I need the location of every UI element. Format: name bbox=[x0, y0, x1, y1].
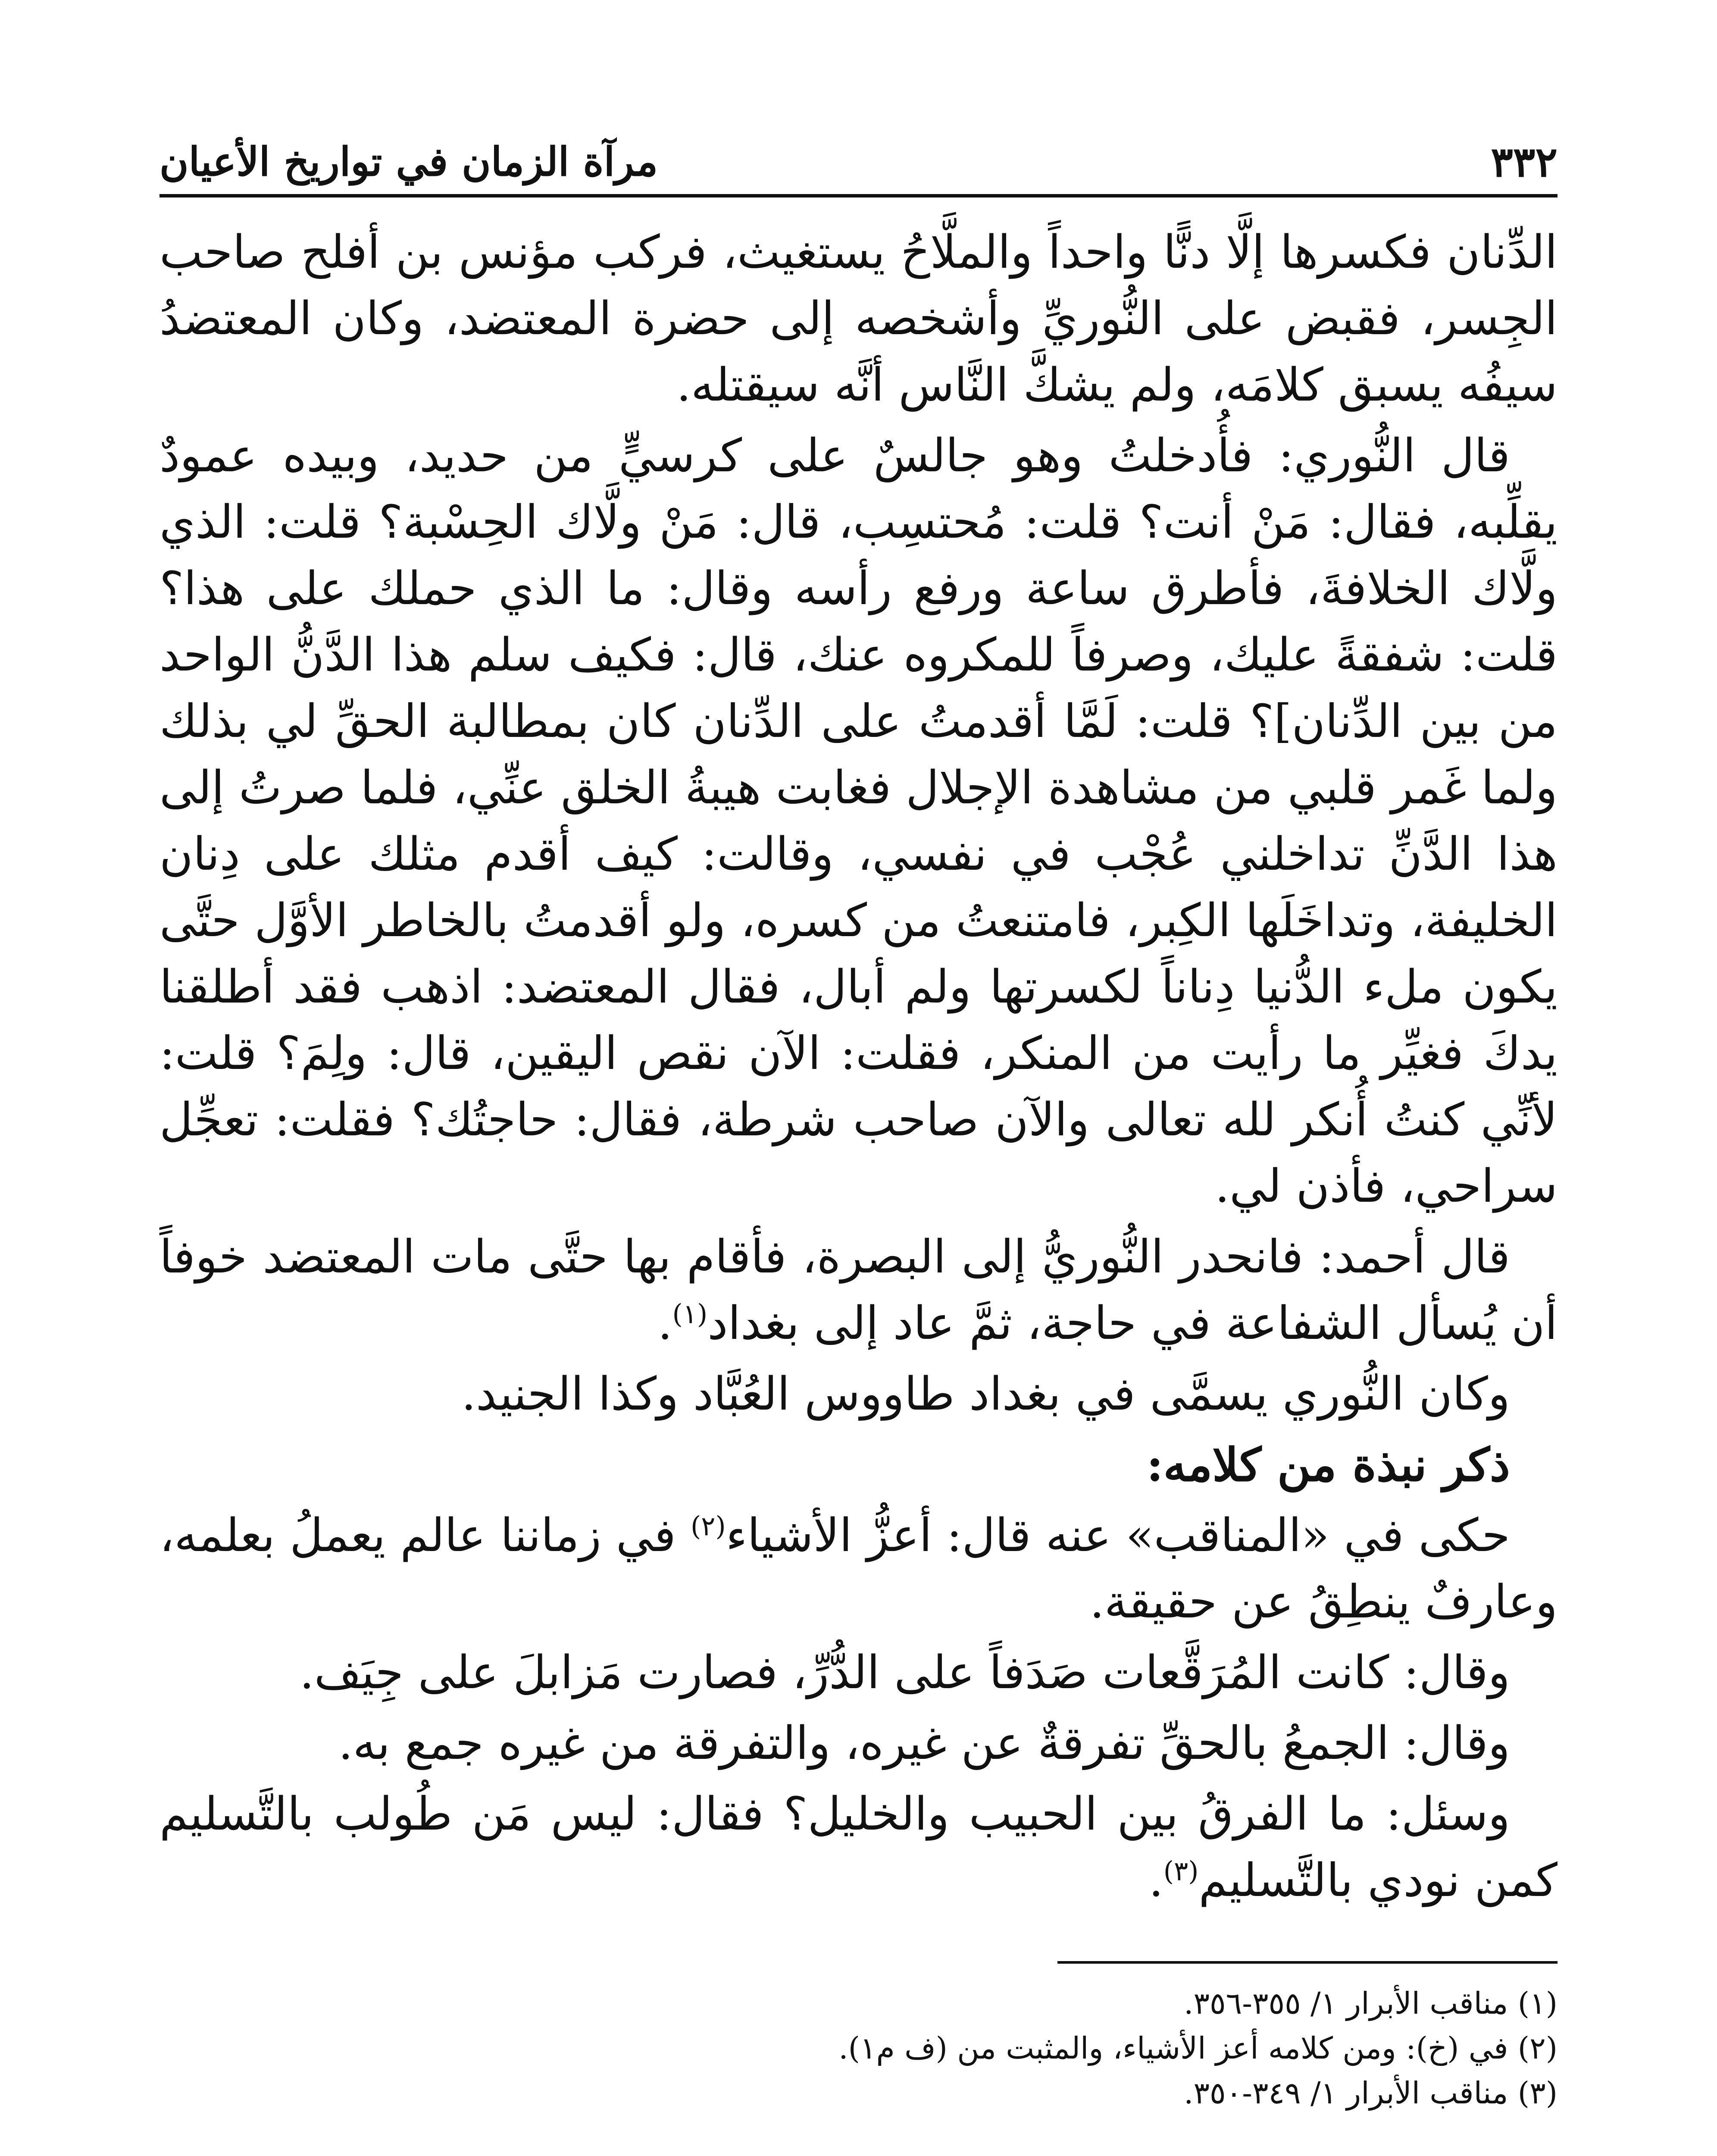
page-header bbox=[160, 129, 1557, 197]
paragraph: وقال: كانت المُرَقَّعات صَدَفاً على الدُّرِّ، فصارت مَزابلَ على جِيَف. bbox=[300, 1646, 1510, 1699]
paragraph: الدِّنان فكسرها إلَّا دنًّا واحداً والملَّاحُ يستغيث، فركب مؤنس بن أفلح صاحب الجِسر، فقبض على النُّوريِّ وأشخصه إلى حضرة المعتضد، وكان المعتضدُ سيفُه يسبق كلامَه، ولم يشكَّ النَّاس أنَّه سيقتله. bbox=[160, 226, 1557, 411]
footnote: (٢) في (خ): ومن كلامه أعز الأشياء، والمثبت من (ف م١). bbox=[838, 2031, 1557, 2066]
paragraph-end: . bbox=[657, 1297, 672, 1350]
footnote-divider bbox=[1057, 1961, 1557, 1964]
paragraph: وكان النُّوري يسمَّى في بغداد طاووس العُبَّاد وكذا الجنيد. bbox=[461, 1367, 1510, 1420]
section-heading: ذكر نبذة من كلامه: bbox=[1146, 1438, 1510, 1492]
paragraph-text: قال أحمد: فانحدر النُّوريُّ إلى البصرة، فأقام بها حتَّى مات المعتضد خوفاً أن يُسأل الشفاعة في حاجة، ثمَّ عاد إلى بغداد bbox=[160, 1230, 1557, 1350]
main-text bbox=[160, 219, 1557, 1914]
paragraph-end: . bbox=[1149, 1854, 1163, 1907]
page-number: ٣٣٢ bbox=[1491, 137, 1557, 186]
footnote-ref: (٢) bbox=[690, 1510, 726, 1542]
footnote-ref: (١) bbox=[672, 1298, 708, 1330]
paragraph-text: حكى في «المناقب» عنه قال: أعزُّ الأشياء bbox=[726, 1509, 1510, 1562]
paragraph: قال النُّوري: فأُدخلتُ وهو جالسٌ على كرسيٍّ من حديد، وبيده عمودٌ يقلِّبه، فقال: مَنْ أنت؟ قلت: مُحتسِب، قال: مَنْ ولَّاك الحِسْبة؟ قلت: الذي ولَّاك الخلافةَ، فأطرق ساعة ورفع رأسه وقال: ما الذي حملك على هذا؟ قلت: شفقةً عليك، وصرفاً للمكروه عنك، قال: فكيف سلم هذا الدَّنُّ الواحد من بين الدِّنان]؟ قلت: لَمَّا أقدمتُ على الدِّنان كان بمطالبة الحقِّ لي بذلك ولما غَمر قلبي من مشاهدة الإجلال فغابت هيبةُ الخلق عنِّي، فلما صرتُ إلى هذا الدَّنِّ تداخلني عُجْب في نفسي، وقالت: كيف أقدم مثلك على دِنان الخليفة، وتداخَلَها الكِبر، فامتنعتُ من كسره، ولو أقدمتُ بالخاطر الأوَّل حتَّى يكون ملء الدُّنيا دِناناً لكسرتها ولم أبال، فقال المعتضد: اذهب فقد أطلقنا يدكَ فغيِّر ما رأيت من المنكر، فقلت: الآن نقص اليقين، قال: ولِمَ؟ قلت: لأنِّي كنتُ أُنكر لله تعالى والآن صاحب شرطة، فقال: حاجتُك؟ فقلت: تعجِّل سراحي، فأذن لي. bbox=[160, 429, 1557, 1213]
paragraph bbox=[160, 1781, 1557, 1914]
paragraph-text: وسئل: ما الفرقُ بين الحبيب والخليل؟ فقال: ليس مَن طُولب بالتَّسليم كمن نودي بالتَّسليم bbox=[160, 1787, 1557, 1907]
paragraph: وقال: الجمعُ بالحقِّ تفرقةٌ عن غيره، والتفرقة من غيره جمع به. bbox=[338, 1717, 1510, 1770]
running-title: مرآة الزمان في تواريخ الأعيان bbox=[160, 138, 658, 185]
footnotes bbox=[160, 1981, 1557, 2115]
paragraph-text: في زماننا عالم يعملُ بعلمه، وعارفٌ ينطِقُ عن حقيقة. bbox=[160, 1509, 1557, 1628]
paragraph bbox=[160, 1224, 1557, 1357]
footnote: (١) مناقب الأبرار ١/ ٣٥٥-٣٥٦. bbox=[1184, 1986, 1557, 2021]
paragraph bbox=[160, 1502, 1557, 1635]
footnote: (٣) مناقب الأبرار ١/ ٣٤٩-٣٥٠. bbox=[1184, 2075, 1557, 2111]
footnote-ref: (٣) bbox=[1163, 1855, 1199, 1887]
